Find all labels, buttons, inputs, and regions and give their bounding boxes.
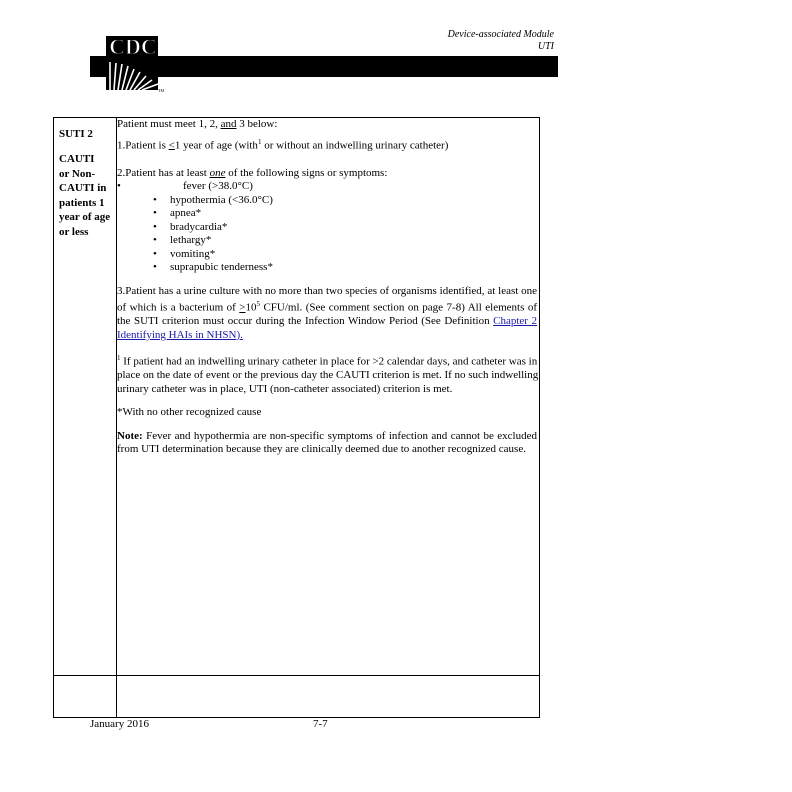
category-line: or Non-	[59, 167, 96, 180]
header-module: Device-associated Module	[447, 29, 554, 40]
criterion-detail-cell	[117, 118, 540, 676]
header-black-bar	[90, 56, 558, 77]
empty-label-cell	[54, 676, 117, 718]
criterion-1: 1.Patient is <1 year of age (with$^1$ or without an indwelling urinary catheter)	[117, 137, 449, 152]
list-item: • apnea*	[153, 207, 202, 220]
note-paragraph: Note: Fever and hypothermia are non-specific symptoms of infection and cannot be excluded from UTI determination because they are clinically deemed due to another recognized cause.	[117, 429, 537, 456]
criterion-title: SUTI 2	[59, 128, 93, 140]
chapter-2-link[interactable]: Chapter 2 Identifying HAIs in NHSN).	[117, 315, 537, 341]
criteria-table	[53, 117, 540, 718]
footer-date: January 2016	[90, 718, 149, 730]
category-line: CAUTI	[59, 153, 95, 165]
signs-list	[117, 194, 539, 275]
header-section: UTI	[537, 41, 554, 52]
footnote: $^1$ If patient had an indwelling urinary catheter in place for >2 calendar days, and catheter was in place on the date of event or the previous day the CAUTI criterion is met. If no such indwelling urinary catheter was in place, UTI (non-catheter associated) criterion is met.	[117, 354, 539, 395]
sign-fever: • fever (>38.0°C)	[117, 180, 253, 193]
list-item: • vomiting*	[153, 247, 216, 260]
trademark: TM	[158, 88, 164, 93]
criterion-label-cell	[54, 118, 117, 676]
category-line: patients 1	[59, 196, 105, 209]
list-item: • lethargy*	[153, 234, 212, 247]
empty-detail-cell	[117, 676, 540, 718]
category-line: year of age	[59, 211, 111, 223]
category-line: or less	[59, 225, 89, 238]
no-other-cause-note: *With no other recognized cause	[117, 406, 262, 419]
intro-line: Patient must meet 1, 2, and 3 below:	[117, 118, 278, 130]
list-item: • bradycardia*	[153, 220, 228, 233]
criterion-3: 3.Patient has a urine culture with no more than two species of organisms identified, at least one of which is a bacterium of $>10^5$ CFU/ml. (See comment section on page 7-8) All elements of the SUTI criterion must occur during the Infection Window Period (See Definition Chapter 2 Identifying HAIs in NHSN).	[117, 284, 537, 341]
list-item: • suprapubic tenderness*	[153, 261, 273, 274]
category-line: CAUTI in	[59, 182, 107, 194]
list-item: • hypothermia (<36.0°C)	[153, 193, 273, 206]
cdc-logo-text: CDC	[109, 34, 157, 59]
criterion-2: 2.Patient has at least one of the following signs or symptoms:	[117, 166, 388, 179]
footer-page-number: 7-7	[313, 718, 328, 730]
criterion-category	[54, 141, 116, 239]
